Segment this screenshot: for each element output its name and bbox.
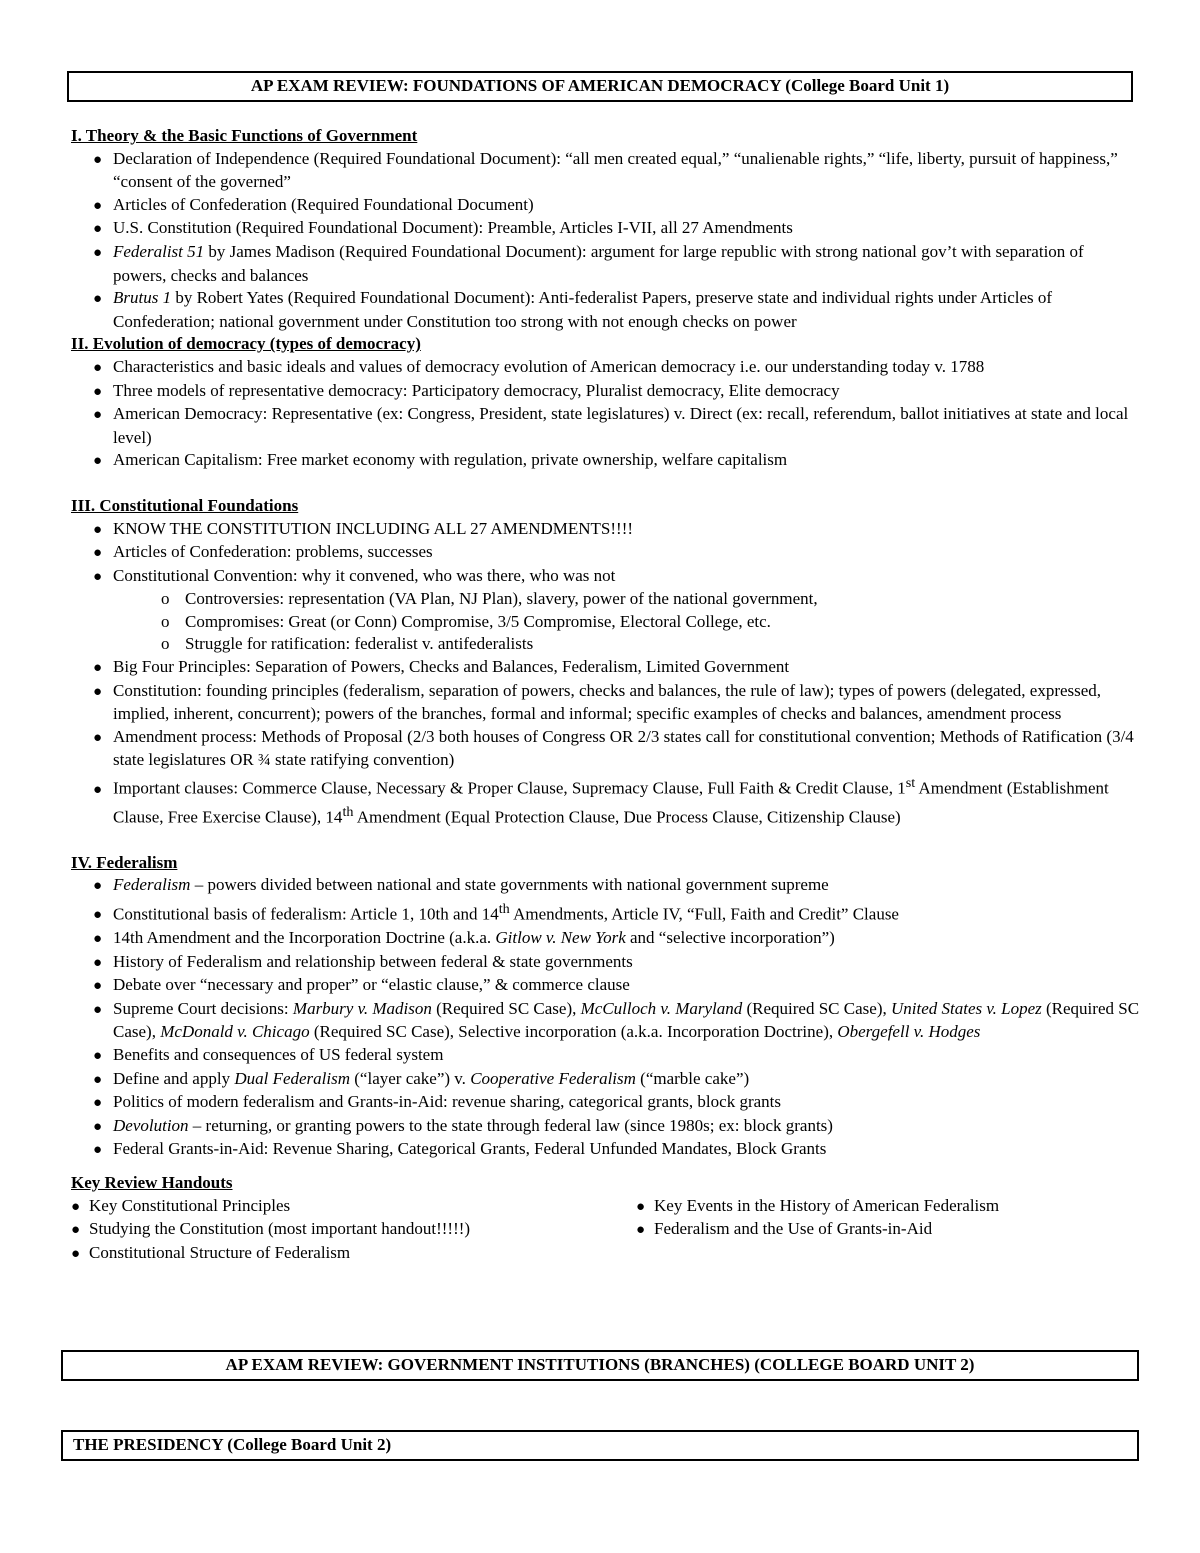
item-text: Big Four Principles: Separation of Powers, Checks and Balances, Federalism, Limited Government <box>113 657 790 677</box>
bullet-icon: ● <box>93 930 103 947</box>
list-item <box>71 217 1141 241</box>
section-3-title: III. Constitutional Foundations <box>71 495 299 515</box>
bullet-icon: ● <box>93 545 103 562</box>
list-item <box>71 403 1141 449</box>
bullet-icon: ● <box>93 1095 103 1112</box>
item-text: (Required SC Case), <box>113 998 1140 1042</box>
bullet-icon: ● <box>636 1198 646 1215</box>
case-name: Marbury v. Madison <box>292 998 432 1018</box>
list-item <box>71 541 1141 565</box>
spacer <box>71 1162 1141 1172</box>
bullet-icon: ● <box>93 1142 103 1159</box>
bullet-icon: ● <box>93 781 103 798</box>
superscript: th <box>342 804 354 821</box>
list-item <box>71 772 1141 830</box>
section-4-title: IV. Federalism <box>71 852 178 872</box>
item-text: Declaration of Independence (Required Foundational Document): “all men created equal,” “unalienable rights,” “life, liberty, pursuit of happiness,” “consent of the governed” <box>113 148 1118 192</box>
item-text: Studying the Constitution (most important handout!!!!!) <box>89 1219 471 1239</box>
item-text: Controversies: representation (VA Plan, NJ Plan), slavery, power of the national government, <box>185 589 818 609</box>
bullet-icon: ● <box>93 359 103 376</box>
bullet-icon: ● <box>93 521 103 538</box>
item-text: Amendment (Establishment Clause, Free Exercise Clause), 14 <box>113 778 1109 827</box>
item-text: – returning, or granting powers to the state through federal law (since 1980s; ex: block grants) <box>188 1115 833 1135</box>
item-text: Key Constitutional Principles <box>89 1195 291 1215</box>
item-text: Federal Grants-in-Aid: Revenue Sharing, Categorical Grants, Federal Unfunded Mandates, Block Grants <box>113 1139 827 1159</box>
item-text: – powers divided between national and state governments with national government supreme <box>190 875 829 895</box>
bullet-icon: ● <box>93 291 103 308</box>
item-text: Struggle for ratification: federalist v. antifederalists <box>185 634 534 654</box>
bullet-icon: ● <box>71 1222 81 1239</box>
section-1-title: I. Theory & the Basic Functions of Government <box>71 126 418 145</box>
item-text: (“layer cake”) v. <box>350 1068 471 1088</box>
list-item <box>71 1091 1141 1115</box>
item-text: (Required SC Case), <box>431 998 581 1018</box>
bullet-icon: ● <box>93 453 103 470</box>
item-text: Debate over “necessary and proper” or “elastic clause,” & commerce clause <box>113 975 630 995</box>
list-item <box>71 656 1141 680</box>
handout-item <box>71 1242 636 1266</box>
list-item <box>71 241 1141 287</box>
handouts-right-column <box>636 1195 1141 1266</box>
item-text: (Required SC Case), Selective incorporation (a.k.a. Incorporation Doctrine), <box>309 1022 838 1042</box>
item-italic: Brutus 1 <box>113 288 172 308</box>
handouts-title: Key Review Handouts <box>71 1172 233 1192</box>
item-text: 14th Amendment and the Incorporation Doctrine (a.k.a. <box>113 927 496 947</box>
section-3-list-continued <box>71 656 1141 829</box>
item-text: Articles of Confederation: problems, successes <box>113 542 433 562</box>
list-item <box>71 998 1141 1044</box>
handout-item <box>636 1195 1141 1219</box>
bullet-icon: ● <box>93 1071 103 1088</box>
section-2-title: II. Evolution of democracy (types of democracy) <box>71 334 421 354</box>
handout-item <box>71 1195 636 1219</box>
bullet-icon: ● <box>93 221 103 238</box>
item-text: by James Madison (Required Foundational Document): argument for large republic with strong national gov’t with separation of powers, checks and balances <box>113 241 1084 285</box>
bullet-icon: ● <box>93 407 103 424</box>
item-text: Supreme Court decisions: <box>113 998 293 1018</box>
list-item <box>71 898 1141 927</box>
item-text: Constitution: founding principles (federalism, separation of powers, checks and balances, the rule of law); types of powers (delegated, expressed, implied, inherent, concurrent); powers of the branches, formal and informal; specific examples of checks and balances, amendment process <box>113 680 1102 724</box>
item-text: Constitutional Convention: why it convened, who was there, who was not <box>113 565 616 585</box>
bullet-icon: ● <box>93 660 103 677</box>
list-item <box>71 1138 1141 1162</box>
list-item <box>71 874 1141 898</box>
spacer <box>71 473 1141 495</box>
list-item <box>71 287 1141 333</box>
bullet-icon: ● <box>93 907 103 924</box>
section-2-list <box>71 356 1141 473</box>
bullet-icon: ● <box>93 197 103 214</box>
item-italic: Cooperative Federalism <box>470 1068 636 1088</box>
bullet-icon: ● <box>93 568 103 585</box>
item-text: Three models of representative democracy: Participatory democracy, Pluralist democracy, Elite democracy <box>113 380 840 400</box>
sub-list-item <box>71 588 1141 611</box>
bullet-icon: ● <box>93 383 103 400</box>
item-text: Constitutional Structure of Federalism <box>89 1242 351 1262</box>
section-1-list <box>71 148 1141 334</box>
unit2-header <box>61 1350 1139 1381</box>
list-item <box>71 1115 1141 1139</box>
unit1-header <box>67 71 1133 102</box>
item-text: Define and apply <box>113 1068 235 1088</box>
presidency-header-text: THE PRESIDENCY (College Board Unit 2) <box>73 1435 392 1454</box>
item-text: Important clauses: Commerce Clause, Necessary & Proper Clause, Supremacy Clause, Full Faith & Credit Clause, 1 <box>113 778 906 798</box>
sub-list-item <box>71 633 1141 656</box>
list-item <box>71 380 1141 404</box>
bullet-icon: ● <box>93 729 103 746</box>
circle-bullet-icon: o <box>161 634 170 654</box>
list-item <box>71 565 1141 589</box>
spacer <box>71 830 1141 852</box>
list-item <box>71 1044 1141 1068</box>
superscript: th <box>498 900 510 917</box>
unit2-header-text: AP EXAM REVIEW: GOVERNMENT INSTITUTIONS (BRANCHES) (COLLEGE BOARD UNIT 2) <box>225 1355 975 1374</box>
bullet-icon: ● <box>93 954 103 971</box>
item-italic: Federalism <box>113 875 191 895</box>
list-item <box>71 680 1141 726</box>
case-name: United States v. Lopez <box>890 998 1042 1018</box>
list-item <box>71 974 1141 998</box>
handouts-columns <box>71 1195 1141 1266</box>
case-name: McCulloch v. Maryland <box>580 998 743 1018</box>
item-text: History of Federalism and relationship between federal & state governments <box>113 951 633 971</box>
unit1-header-text: AP EXAM REVIEW: FOUNDATIONS OF AMERICAN DEMOCRACY (College Board Unit 1) <box>250 76 950 95</box>
item-text: Characteristics and basic ideals and values of democracy evolution of American democracy i.e. our understanding today v. 1788 <box>113 356 985 376</box>
item-text: Federalism and the Use of Grants-in-Aid <box>654 1219 933 1239</box>
item-italic: Dual Federalism <box>234 1068 351 1088</box>
item-text: Articles of Confederation (Required Foundational Document) <box>113 194 534 214</box>
case-name: McDonald v. Chicago <box>160 1022 310 1042</box>
item-text: KNOW THE CONSTITUTION INCLUDING ALL 27 AMENDMENTS!!!! <box>113 518 634 538</box>
item-text: Constitutional basis of federalism: Article 1, 10th and 14 <box>113 904 499 924</box>
item-text: American Democracy: Representative (ex: Congress, President, state legislatures) v. Direct (ex: recall, referendum, ballot initiatives at state and local level) <box>113 404 1129 447</box>
bullet-icon: ● <box>93 978 103 995</box>
list-item <box>71 518 1141 542</box>
item-text: and “selective incorporation”) <box>625 927 835 947</box>
item-text: American Capitalism: Free market economy with regulation, private ownership, welfare capitalism <box>113 450 788 470</box>
handout-item <box>71 1218 636 1242</box>
item-text: Benefits and consequences of US federal system <box>113 1044 444 1064</box>
section-4-list <box>71 874 1141 1162</box>
section-3-list <box>71 518 1141 589</box>
item-italic: Federalist 51 <box>113 241 205 261</box>
circle-bullet-icon: o <box>161 589 170 609</box>
list-item <box>71 1068 1141 1092</box>
item-text: Amendment (Equal Protection Clause, Due Process Clause, Citizenship Clause) <box>353 807 901 827</box>
item-text: Amendment process: Methods of Proposal (2/3 both houses of Congress OR 2/3 states call for constitutional convention; Methods of Ratification (3/4 state legislatures OR ¾ state ratifying convention) <box>113 726 1134 770</box>
bullet-icon: ● <box>636 1222 646 1239</box>
item-text: (“marble cake”) <box>635 1068 750 1088</box>
sub-list-item <box>71 611 1141 634</box>
list-item <box>71 148 1141 194</box>
handout-item <box>636 1218 1141 1242</box>
bullet-icon: ● <box>93 1118 103 1135</box>
circle-bullet-icon: o <box>161 611 170 631</box>
bullet-icon: ● <box>93 878 103 895</box>
item-italic: Gitlow v. New York <box>495 927 626 947</box>
superscript: st <box>905 775 916 792</box>
bullet-icon: ● <box>71 1245 81 1262</box>
section-3-sublist <box>71 588 1141 656</box>
bullet-icon: ● <box>71 1198 81 1215</box>
document-body <box>71 125 1141 1265</box>
presidency-header <box>61 1430 1139 1461</box>
list-item <box>71 194 1141 218</box>
item-text: Politics of modern federalism and Grants-in-Aid: revenue sharing, categorical grants, block grants <box>113 1092 781 1112</box>
bullet-icon: ● <box>93 244 103 261</box>
handouts-left-column <box>71 1195 636 1266</box>
bullet-icon: ● <box>93 1001 103 1018</box>
list-item <box>71 449 1141 473</box>
item-text: U.S. Constitution (Required Foundational Document): Preamble, Articles I-VII, all 27 Amendments <box>113 218 793 238</box>
bullet-icon: ● <box>93 1047 103 1064</box>
case-name: Obergefell v. Hodges <box>837 1022 981 1042</box>
item-text: by Robert Yates (Required Foundational Document): Anti-federalist Papers, preserve state and individual rights under Articles of Confederation; national government under Constitution too strong with not enough checks on power <box>113 288 1053 331</box>
item-italic: Devolution <box>113 1115 189 1135</box>
item-text: Amendments, Article IV, “Full, Faith and Credit” Clause <box>509 904 899 924</box>
item-text: (Required SC Case), <box>742 998 891 1018</box>
list-item <box>71 927 1141 951</box>
item-text: Compromises: Great (or Conn) Compromise, 3/5 Compromise, Electoral College, etc. <box>185 611 771 631</box>
item-text: Key Events in the History of American Federalism <box>654 1195 1000 1215</box>
list-item <box>71 951 1141 975</box>
bullet-icon: ● <box>93 683 103 700</box>
list-item <box>71 726 1141 772</box>
bullet-icon: ● <box>93 151 103 168</box>
list-item <box>71 356 1141 380</box>
